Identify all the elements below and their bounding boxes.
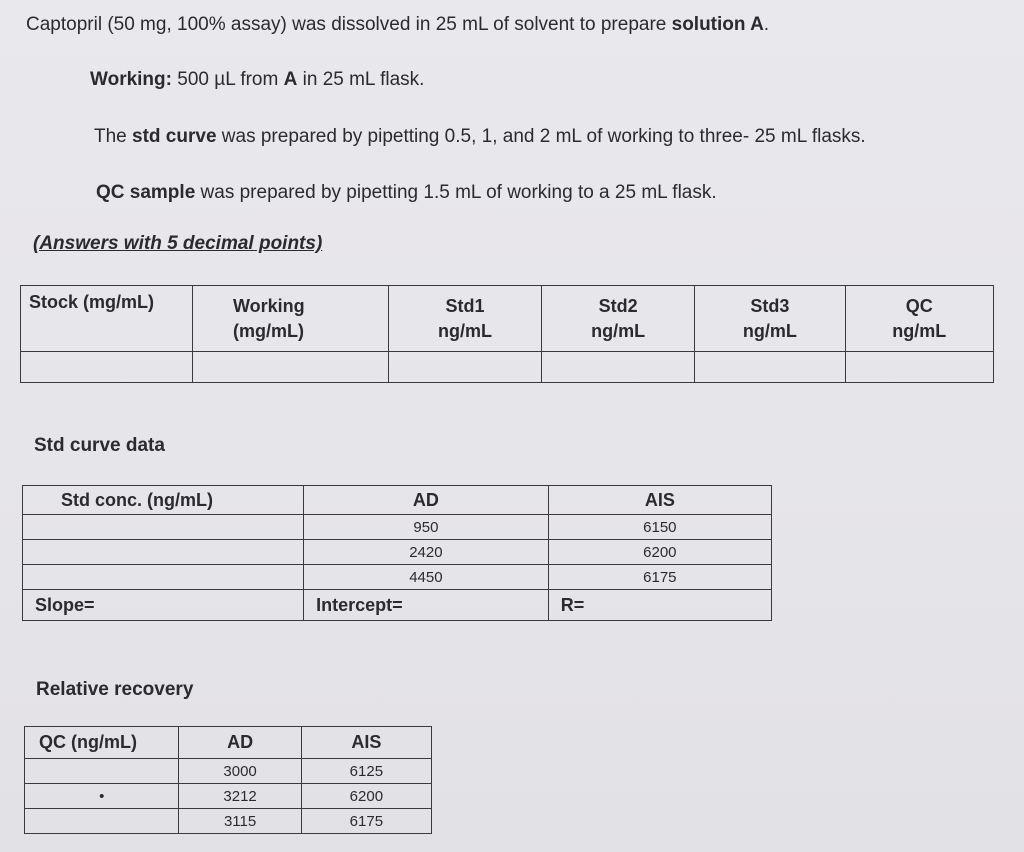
table-row: [25, 809, 432, 834]
cell-conc[interactable]: [23, 540, 304, 565]
cell-qc[interactable]: [845, 352, 993, 383]
concentration-table: [20, 285, 994, 383]
qc-text: was prepared by pipetting 1.5 mL of working to a 25 mL flask.: [195, 182, 717, 203]
header-qc-conc: QC (ng/mL): [25, 727, 179, 759]
header-ad: AD: [304, 486, 549, 515]
cell-ais: 6150: [548, 515, 771, 540]
header-ais: AIS: [548, 486, 771, 515]
header-std3: Std3 ng/mL: [695, 286, 845, 352]
answers-note: (Answers with 5 decimal points): [33, 233, 323, 254]
cell-ad: 950: [304, 515, 549, 540]
working-label: Working:: [90, 69, 172, 90]
qc-sample-bold: QC sample: [96, 182, 196, 203]
cell-ais: 6175: [301, 809, 431, 834]
qc-line: [96, 182, 717, 204]
cell-ais: 6125: [301, 759, 431, 784]
recovery-table: [24, 726, 432, 834]
table-header-row: [25, 727, 432, 759]
relative-recovery-title: Relative recovery: [36, 679, 194, 700]
cell-stock[interactable]: [21, 352, 193, 383]
header-ad: AD: [179, 727, 301, 759]
intercept-cell[interactable]: Intercept=: [304, 590, 549, 621]
r-cell[interactable]: R=: [548, 590, 771, 621]
header-std-conc: Std conc. (ng/mL): [23, 486, 304, 515]
table-header-row: [23, 486, 772, 515]
header-qc: QC ng/mL: [845, 286, 993, 352]
table-header-row: [21, 286, 994, 352]
cell-conc[interactable]: [23, 515, 304, 540]
intro-text: Captopril (50 mg, 100% assay) was dissolved in 25 mL of solvent to prepare: [26, 14, 672, 35]
header-std2: Std2 ng/mL: [542, 286, 695, 352]
cell-ad: 3000: [179, 759, 301, 784]
table-row: [21, 352, 994, 383]
header-stock: Stock (mg/mL): [21, 286, 193, 352]
cell-std1[interactable]: [388, 352, 541, 383]
cell-std2[interactable]: [542, 352, 695, 383]
cell-ais: 6175: [548, 565, 771, 590]
std-curve-bold: std curve: [132, 126, 217, 147]
table-row: [23, 515, 772, 540]
cell-ad: 3115: [179, 809, 301, 834]
cell-working[interactable]: [192, 352, 388, 383]
std-curve-line: [94, 126, 866, 148]
std-text: was prepared by pipetting 0.5, 1, and 2 mL of working to three- 25 mL flasks.: [216, 126, 866, 147]
cell-std3[interactable]: [695, 352, 845, 383]
table-row: [23, 565, 772, 590]
cell-ais: 6200: [548, 540, 771, 565]
table-row: [23, 540, 772, 565]
slope-cell[interactable]: Slope=: [23, 590, 304, 621]
solution-a-label: solution A: [671, 14, 764, 35]
header-std1: Std1 ng/mL: [388, 286, 541, 352]
working-line: [90, 69, 424, 91]
intro-line: [26, 14, 769, 36]
header-working: Working (mg/mL): [192, 286, 388, 352]
cell-ad: 3212: [179, 784, 301, 809]
cell-qc[interactable]: [25, 809, 179, 834]
working-end: in 25 mL flask.: [297, 69, 425, 90]
header-ais: AIS: [301, 727, 431, 759]
std-pre: The: [94, 126, 133, 147]
cell-qc[interactable]: [25, 759, 179, 784]
cell-ad: 4450: [304, 565, 549, 590]
intro-period: .: [763, 14, 770, 35]
working-a: A: [283, 69, 298, 90]
cell-conc[interactable]: [23, 565, 304, 590]
cell-ais: 6200: [301, 784, 431, 809]
std-curve-table: [22, 485, 772, 621]
cell-qc[interactable]: •: [25, 784, 179, 809]
std-curve-title: Std curve data: [34, 435, 165, 456]
regression-row: [23, 590, 772, 621]
table-row: [25, 759, 432, 784]
cell-ad: 2420: [304, 540, 549, 565]
working-text: 500 µL from: [171, 69, 284, 90]
table-row: [25, 784, 432, 809]
